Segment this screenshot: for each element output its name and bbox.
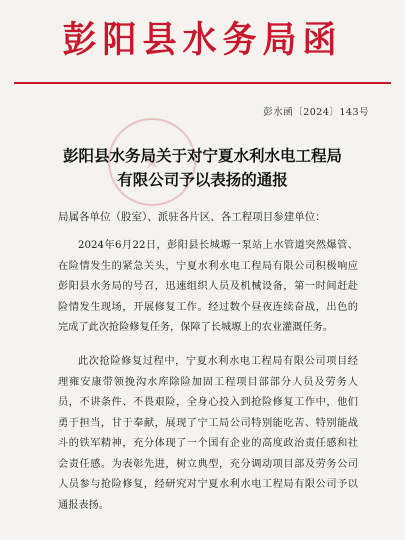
salutation: 局属各单位（股室）、派驻各片区、各工程项目参建单位： <box>58 211 326 223</box>
paragraph-line: 险情发生现场，开展修复工作。经过数个昼夜连续奋战，出色的 <box>58 301 358 313</box>
document-title-line-1: 彭阳县水务局关于对宁夏水利水电工程局 <box>62 147 342 165</box>
paragraph-line: 会责任感。为表彰先进，树立典型，充分调动项目部及劳务公司 <box>58 458 358 470</box>
paragraph-line: 在险情发生的紧急关头，宁夏水利水电工程局有限公司积极响应 <box>58 260 358 272</box>
document-number: 彭水函〔2024〕143号 <box>263 107 369 118</box>
document-title-line-2: 有限公司予以表扬的通报 <box>117 171 288 189</box>
paragraph-line: 2024年6月22日，彭阳县长城塬一泵站上水管道突然爆管、 <box>78 240 358 251</box>
paragraph-line: 勇于担当，甘于奉献，展现了宁工局公司特别能吃苦、特别能战 <box>58 417 358 429</box>
paragraph-line: 斗的铁军精神，充分体现了一个国有企业的高度政治责任感和社 <box>58 438 358 449</box>
paragraph-line: 完成了此次抢险修复任务，保障了长城塬上的农业灌溉任务。 <box>58 322 334 333</box>
paragraph-line: 理雍安康带领挽沟水库除险加固工程项目部部分人员及劳务人 <box>58 376 358 388</box>
paragraph-line: 彭阳县水务局的号召，迅速组织人员及机械设备，第一时间赶赴 <box>58 281 358 292</box>
masthead-red-rule <box>14 82 391 84</box>
paragraph-2 <box>58 352 358 516</box>
paragraph-line: 此次抢险修复过程中，宁夏水利水电工程局有限公司项目经 <box>78 356 358 367</box>
document-title <box>0 144 405 192</box>
paragraph-line: 通报表扬。 <box>58 499 109 511</box>
masthead-title: 彭阳县水务局函 <box>62 19 343 62</box>
paragraph-line: 员，不讲条件、不畏艰险，全身心投入到抢险修复工作中，他们 <box>58 397 358 408</box>
paragraph-1 <box>58 236 358 339</box>
paragraph-line: 人员参与抢险修复，经研究对宁夏水利水电工程局有限公司予以 <box>58 479 358 490</box>
